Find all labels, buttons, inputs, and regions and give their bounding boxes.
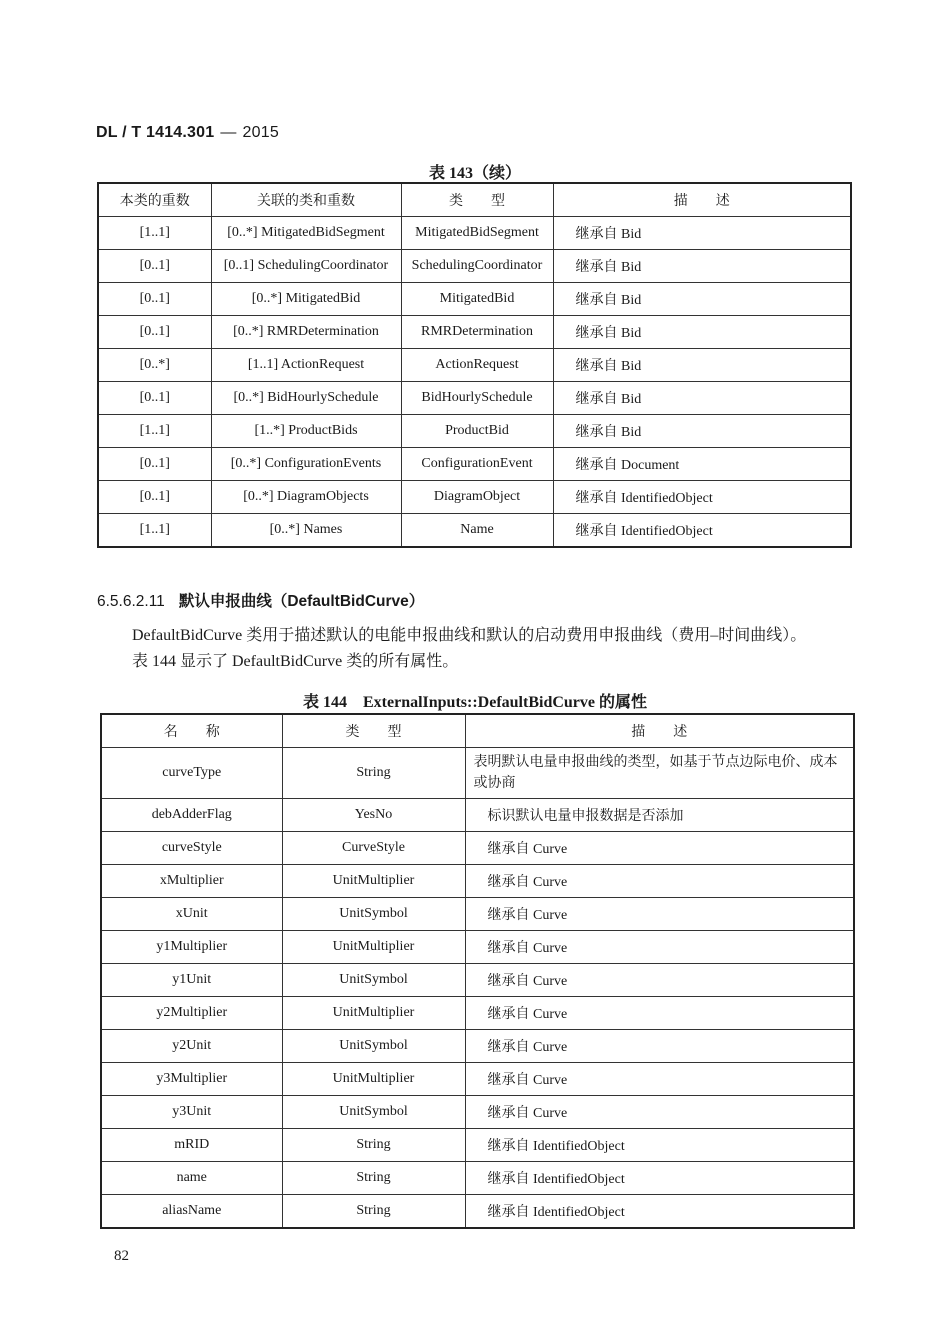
table-cell: Name (401, 514, 553, 548)
section-paragraph-1: DefaultBidCurve 类用于描述默认的电能申报曲线和默认的启动费用申报曲线（费用–时间曲线）。 (132, 627, 807, 644)
table-cell: String (282, 1195, 465, 1229)
table-row (101, 1195, 854, 1229)
table-cell: [0..1] (98, 283, 211, 316)
table-cell: [0..*] MitigatedBid (211, 283, 401, 316)
table-cell: y2Multiplier (101, 997, 282, 1030)
table-row (101, 931, 854, 964)
table-cell: ProductBid (401, 415, 553, 448)
table-cell: SchedulingCoordinator (401, 250, 553, 283)
table-cell: 继承自 IdentifiedObject (553, 481, 851, 514)
table-cell: UnitMultiplier (282, 997, 465, 1030)
section-title: 默认申报曲线（DefaultBidCurve） (178, 593, 425, 610)
table-cell: RMRDetermination (401, 316, 553, 349)
table-cell: MitigatedBidSegment (401, 217, 553, 250)
table-cell: y1Multiplier (101, 931, 282, 964)
table-cell: 继承自 Bid (553, 349, 851, 382)
table-cell: name (101, 1162, 282, 1195)
table-cell: 继承自 Bid (553, 382, 851, 415)
table-143-body (98, 217, 851, 548)
table-cell: [1..*] ProductBids (211, 415, 401, 448)
column-header: 本类的重数 (98, 183, 211, 217)
table-cell: [0..1] (98, 382, 211, 415)
table-row (98, 283, 851, 316)
table-cell: UnitSymbol (282, 964, 465, 997)
table-cell: YesNo (282, 799, 465, 832)
table-cell: UnitSymbol (282, 1030, 465, 1063)
table-cell: 标识默认电量申报数据是否添加 (465, 799, 854, 832)
table-row (101, 997, 854, 1030)
table-cell: String (282, 1129, 465, 1162)
column-header: 关联的类和重数 (211, 183, 401, 217)
table-row (101, 1129, 854, 1162)
table-144-caption: 表 144 ExternalInputs::DefaultBidCurve 的属性 (302, 694, 647, 711)
column-header: 描 述 (553, 183, 851, 217)
table-cell: UnitSymbol (282, 1096, 465, 1129)
table-row (98, 349, 851, 382)
table-row (101, 898, 854, 931)
table-cell: UnitMultiplier (282, 865, 465, 898)
standard-number (96, 124, 279, 142)
table-row (98, 382, 851, 415)
table-row (98, 250, 851, 283)
table-cell: String (282, 748, 465, 799)
table-cell: CurveStyle (282, 832, 465, 865)
table-cell: curveStyle (101, 832, 282, 865)
table-cell: y1Unit (101, 964, 282, 997)
table-row (101, 832, 854, 865)
table-cell: 继承自 IdentifiedObject (553, 514, 851, 548)
table-cell: 继承自 Curve (465, 832, 854, 865)
table-cell: MitigatedBid (401, 283, 553, 316)
table-cell: 继承自 Bid (553, 415, 851, 448)
table-143 (97, 182, 852, 548)
table-cell: UnitMultiplier (282, 931, 465, 964)
table-cell: 继承自 IdentifiedObject (465, 1162, 854, 1195)
column-header: 名 称 (101, 714, 282, 748)
table-144-header-row (101, 714, 854, 748)
table-cell: [0..*] BidHourlySchedule (211, 382, 401, 415)
table-cell: ConfigurationEvent (401, 448, 553, 481)
table-row (98, 481, 851, 514)
table-cell: curveType (101, 748, 282, 799)
table-cell: 继承自 Curve (465, 1030, 854, 1063)
table-cell: DiagramObject (401, 481, 553, 514)
table-cell: 继承自 Curve (465, 931, 854, 964)
table-cell: [0..*] Names (211, 514, 401, 548)
table-row (101, 865, 854, 898)
standard-dash: — (220, 124, 237, 141)
table-cell: 继承自 Curve (465, 1063, 854, 1096)
table-cell: [0..1] (98, 448, 211, 481)
table-row (101, 1162, 854, 1195)
table-row (101, 748, 854, 799)
table-cell: 继承自 Bid (553, 250, 851, 283)
table-cell: xUnit (101, 898, 282, 931)
table-row (101, 964, 854, 997)
section-number: 6.5.6.2.11 (97, 593, 165, 610)
table-cell: y2Unit (101, 1030, 282, 1063)
table-row (98, 514, 851, 548)
table-144 (100, 713, 855, 1229)
table-cell: [0..1] (98, 316, 211, 349)
table-cell: 继承自 Bid (553, 316, 851, 349)
table-cell: 继承自 Curve (465, 898, 854, 931)
table-cell: 继承自 IdentifiedObject (465, 1195, 854, 1229)
table-cell: UnitMultiplier (282, 1063, 465, 1096)
table-cell: y3Unit (101, 1096, 282, 1129)
table-cell: [0..1] (98, 250, 211, 283)
table-cell: mRID (101, 1129, 282, 1162)
table-cell: [0..*] MitigatedBidSegment (211, 217, 401, 250)
standard-code: DL / T 1414.301 (96, 124, 215, 141)
page-number: 82 (114, 1248, 129, 1264)
table-cell: y3Multiplier (101, 1063, 282, 1096)
table-cell: 继承自 Curve (465, 964, 854, 997)
table-143-header-row (98, 183, 851, 217)
column-header: 描 述 (465, 714, 854, 748)
table-cell: 继承自 Bid (553, 217, 851, 250)
section-heading (97, 589, 424, 611)
table-cell: [0..*] DiagramObjects (211, 481, 401, 514)
table-cell: [1..1] (98, 415, 211, 448)
column-header: 类 型 (282, 714, 465, 748)
table-cell: 表明默认电量申报曲线的类型，如基于节点边际电价、成本或协商 (465, 748, 854, 799)
table-cell: 继承自 Curve (465, 997, 854, 1030)
section-paragraph-2: 表 144 显示了 DefaultBidCurve 类的所有属性。 (132, 653, 459, 670)
table-cell: 继承自 Bid (553, 283, 851, 316)
table-row (101, 1096, 854, 1129)
table-cell: [1..1] (98, 514, 211, 548)
table-cell: aliasName (101, 1195, 282, 1229)
table-cell: [1..1] ActionRequest (211, 349, 401, 382)
table-cell: String (282, 1162, 465, 1195)
table-cell: ActionRequest (401, 349, 553, 382)
table-row (98, 217, 851, 250)
table-row (101, 1063, 854, 1096)
table-cell: debAdderFlag (101, 799, 282, 832)
table-cell: [1..1] (98, 217, 211, 250)
table-cell: [0..1] SchedulingCoordinator (211, 250, 401, 283)
table-cell: 继承自 Document (553, 448, 851, 481)
table-cell: UnitSymbol (282, 898, 465, 931)
table-cell: [0..*] ConfigurationEvents (211, 448, 401, 481)
standard-year: 2015 (242, 124, 279, 141)
table-cell: xMultiplier (101, 865, 282, 898)
table-cell: 继承自 IdentifiedObject (465, 1129, 854, 1162)
table-cell: [0..*] RMRDetermination (211, 316, 401, 349)
table-cell: BidHourlySchedule (401, 382, 553, 415)
column-header: 类 型 (401, 183, 553, 217)
table-cell: [0..1] (98, 481, 211, 514)
table-row (98, 415, 851, 448)
table-144-body (101, 748, 854, 1229)
table-row (98, 316, 851, 349)
table-143-caption: 表 143（续） (428, 165, 521, 182)
table-cell: 继承自 Curve (465, 865, 854, 898)
table-row (101, 1030, 854, 1063)
table-row (98, 448, 851, 481)
table-row (101, 799, 854, 832)
table-cell: [0..*] (98, 349, 211, 382)
table-cell: 继承自 Curve (465, 1096, 854, 1129)
